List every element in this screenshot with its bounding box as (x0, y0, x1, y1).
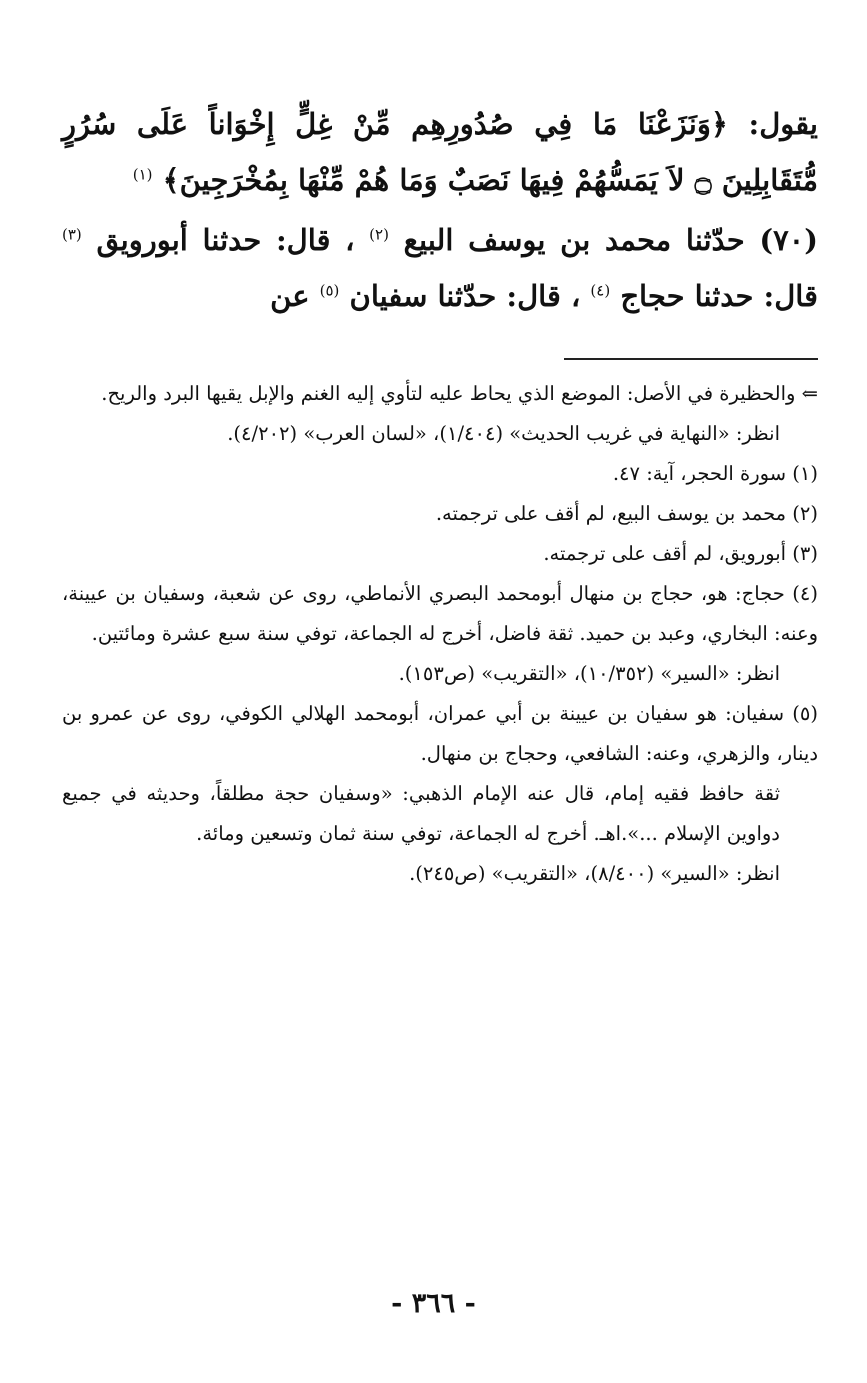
footnote-1: (١) سورة الحجر، آية: ٤٧. (612, 462, 818, 485)
footnote-ref-5[interactable]: (٥) (319, 281, 340, 300)
footnote-5-paragraph: ثقة حافظ فقيه إمام، قال عنه الإمام الذهبي: «وسفيان حجة مطلقاً، وحديثه في جميع دواوين الإسلام ...».اهـ. أخرج له الجماعة، توفي سنة ثمان وتسعين ومائة. (62, 782, 780, 845)
page-number: - ٣٦٦ - (391, 1288, 476, 1319)
continuation-arrow-icon: ⇐ (801, 382, 818, 405)
page (62, 96, 818, 894)
isnad-segment-2: ، قال: حدثنا أبورويق (96, 223, 355, 257)
footnote-ref-4[interactable]: (٤) (590, 281, 611, 300)
isnad-segment-3: قال: حدثنا حجاج (620, 279, 818, 313)
hadith-number: (٧٠) (759, 223, 818, 257)
hadith-paragraph (62, 212, 818, 324)
footnote-4-reference: انظر: «السير» (١٠/٣٥٢)، «التقريب» (ص١٥٣). (398, 662, 780, 685)
footnote-5: (٥) سفيان: هو سفيان بن عيينة بن أبي عمران، أبومحمد الهلالي الكوفي، روى عن عمرو بن دينار، والزهري، وعنه: الشافعي، وحجاج بن منهال. (62, 702, 818, 765)
footnote-ref-1[interactable]: (١) (132, 165, 153, 184)
continuation-reference: انظر: «النهاية في غريب الحديث» (١/٤٠٤)، «لسان العرب» (٤/٢٠٢). (227, 422, 780, 445)
footnote-ref-3[interactable]: (٣) (62, 225, 82, 244)
footnote-continuation (62, 374, 818, 414)
quote-intro: يقول: (748, 107, 818, 141)
main-text (62, 96, 818, 324)
quran-verse: ﴿وَنَزَعْنَا مَا فِي صُدُورِهِم مِّنْ غِلٍّ إِخْوَاناً عَلَى سُرُرٍ مُّتَقَابِلِينَ ۝ لاَ يَمَسُّهُمْ فِيهَا نَصَبٌ وَمَا هُمْ مِّنْهَا بِمُخْرَجِينَ﴾ (62, 107, 818, 197)
quran-paragraph (62, 96, 818, 208)
isnad-segment-1: حدّثنا محمد بن يوسف البيع (403, 223, 745, 257)
footnote-separator (564, 358, 818, 360)
footnote-3: (٣) أبورويق، لم أقف على ترجمته. (543, 542, 818, 565)
footnote-ref-2[interactable]: (٢) (369, 225, 389, 244)
isnad-segment-5: عن (270, 279, 310, 313)
footnotes (62, 374, 818, 894)
isnad-segment-4: ، قال: حدّثنا سفيان (349, 279, 581, 313)
footnote-2: (٢) محمد بن يوسف البيع، لم أقف على ترجمته. (435, 502, 818, 525)
footnote-5-reference: انظر: «السير» (٨/٤٠٠)، «التقريب» (ص٢٤٥). (409, 862, 780, 885)
footnote-4: (٤) حجاج: هو، حجاج بن منهال أبومحمد البصري الأنماطي، روى عن شعبة، وسفيان بن عيينة، وعنه: البخاري، وعبد بن حميد. ثقة فاضل، أخرج له الجماعة، توفي سنة سبع عشرة ومائتين. (62, 582, 818, 645)
continuation-text: والحظيرة في الأصل: الموضع الذي يحاط عليه لتأوي إليه الغنم والإبل يقيها البرد والريح. (101, 382, 796, 405)
